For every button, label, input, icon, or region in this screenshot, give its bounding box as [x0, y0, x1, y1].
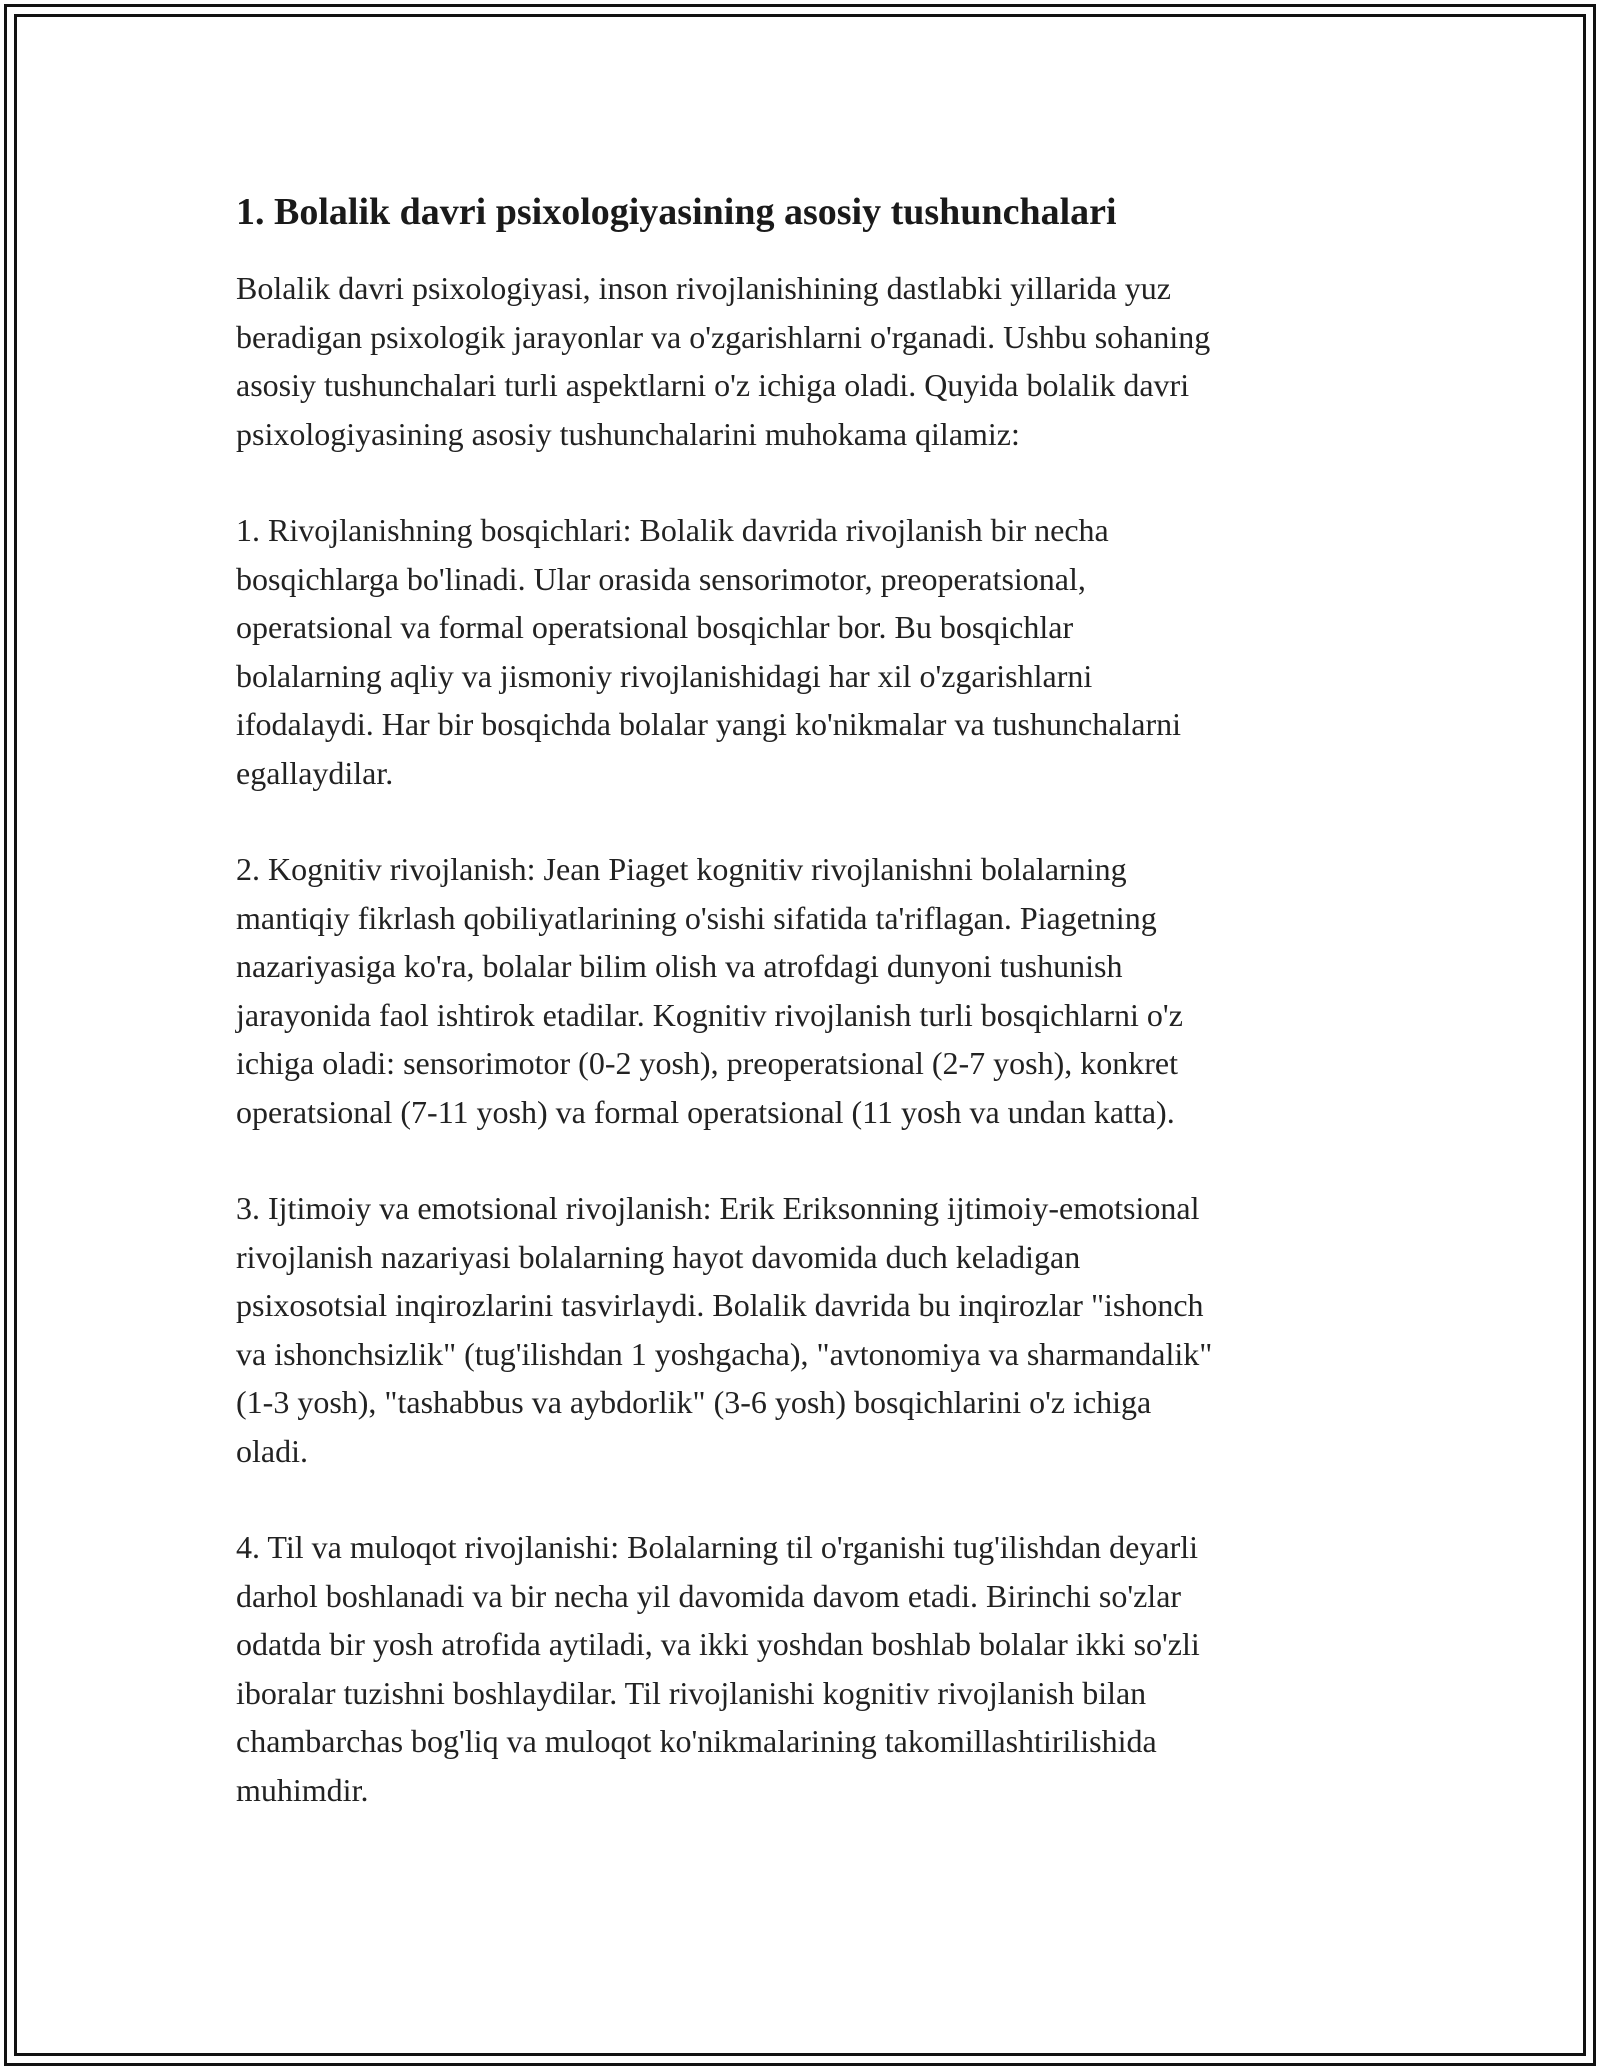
- paragraph-line: oladi.: [236, 1432, 308, 1469]
- paragraph-line: rivojlanish nazariyasi bolalarning hayot davomida duch keladigan: [236, 1238, 1081, 1275]
- paragraph-line: iboralar tuzishni boshlaydilar. Til rivojlanishi kognitiv rivojlanish bilan: [236, 1674, 1147, 1711]
- cognitive-development-paragraph: [236, 845, 1366, 1136]
- paragraph-line: nazariyasiga ko'ra, bolalar bilim olish va atrofdagi dunyoni tushunish: [236, 948, 1123, 984]
- paragraph-line: bolalarning aqliy va jismoniy rivojlanishidagi har xil o'zgarishlarni: [236, 657, 1093, 694]
- language-development-paragraph: [236, 1523, 1366, 1814]
- development-stages-paragraph: [236, 506, 1366, 797]
- paragraph-line: chambarchas bog'liq va muloqot ko'nikmalarining takomillashtirilishida: [236, 1723, 1157, 1759]
- paragraph-line: va ishonchsizlik" (tug'ilishdan 1 yoshgacha), "avtonomiya va sharmandalik": [236, 1335, 1213, 1372]
- paragraph-line: ifodalaydi. Har bir bosqichda bolalar yangi ko'nikmalar va tushunchalarni: [236, 706, 1182, 742]
- paragraph-line: psixologiyasining asosiy tushunchalarini muhokama qilamiz:: [236, 415, 1020, 452]
- paragraph-line: ichiga oladi: sensorimotor (0-2 yosh), preoperatsional (2-7 yosh), konkret: [236, 1045, 1178, 1081]
- paragraph-line: odatda bir yosh atrofida aytiladi, va ikki yoshdan boshlab bolalar ikki so'zli: [236, 1626, 1200, 1662]
- paragraph-line: (1-3 yosh), "tashabbus va aybdorlik" (3-6 yosh) bosqichlarini o'z ichiga: [236, 1384, 1152, 1420]
- paragraph-line: 1. Rivojlanishning bosqichlari: Bolalik davrida rivojlanish bir necha: [236, 512, 1109, 548]
- paragraph-line: 3. Ijtimoiy va emotsional rivojlanish: Erik Eriksonning ijtimoiy-emotsional: [236, 1190, 1200, 1226]
- paragraph-line: mantiqiy fikrlash qobiliyatlarining o'sishi sifatida ta'riflagan. Piagetning: [236, 899, 1157, 936]
- intro-paragraph: [236, 264, 1366, 458]
- paragraph-line: psixosotsial inqirozlarini tasvirlaydi. Bolalik davrida bu inqirozlar "ishonch: [236, 1287, 1204, 1323]
- paragraph-line: egallaydilar.: [236, 754, 394, 791]
- paragraph-line: Bolalik davri psixologiyasi, inson rivojlanishining dastlabki yillarida yuz: [236, 270, 1171, 306]
- paragraph-line: 4. Til va muloqot rivojlanishi: Bolalarning til o'rganishi tug'ilishdan deyarli: [236, 1529, 1199, 1565]
- paragraph-line: darhol boshlanadi va bir necha yil davomida davom etadi. Birinchi so'zlar: [236, 1577, 1182, 1614]
- paragraph-line: muhimdir.: [236, 1771, 369, 1808]
- paragraph-line: jarayonida faol ishtirok etadilar. Kognitiv rivojlanish turli bosqichlarni o'z: [236, 996, 1183, 1033]
- paragraph-line: operatsional (7-11 yosh) va formal operatsional (11 yosh va undan katta).: [236, 1093, 1175, 1130]
- paragraph-line: bosqichlarga bo'linadi. Ular orasida sensorimotor, preoperatsional,: [236, 560, 1086, 597]
- document-body: [236, 186, 1366, 1862]
- paragraph-line: beradigan psixologik jarayonlar va o'zgarishlarni o'rganadi. Ushbu sohaning: [236, 318, 1211, 355]
- paragraph-line: 2. Kognitiv rivojlanish: Jean Piaget kognitiv rivojlanishni bolalarning: [236, 851, 1127, 887]
- paragraph-line: asosiy tushunchalari turli aspektlarni o'z ichiga oladi. Quyida bolalik davri: [236, 367, 1190, 403]
- paragraph-line: operatsional va formal operatsional bosqichlar bor. Bu bosqichlar: [236, 609, 1074, 645]
- social-emotional-development-paragraph: [236, 1184, 1366, 1475]
- section-title: 1. Bolalik davri psixologiyasining asosiy tushunchalari: [236, 191, 1117, 233]
